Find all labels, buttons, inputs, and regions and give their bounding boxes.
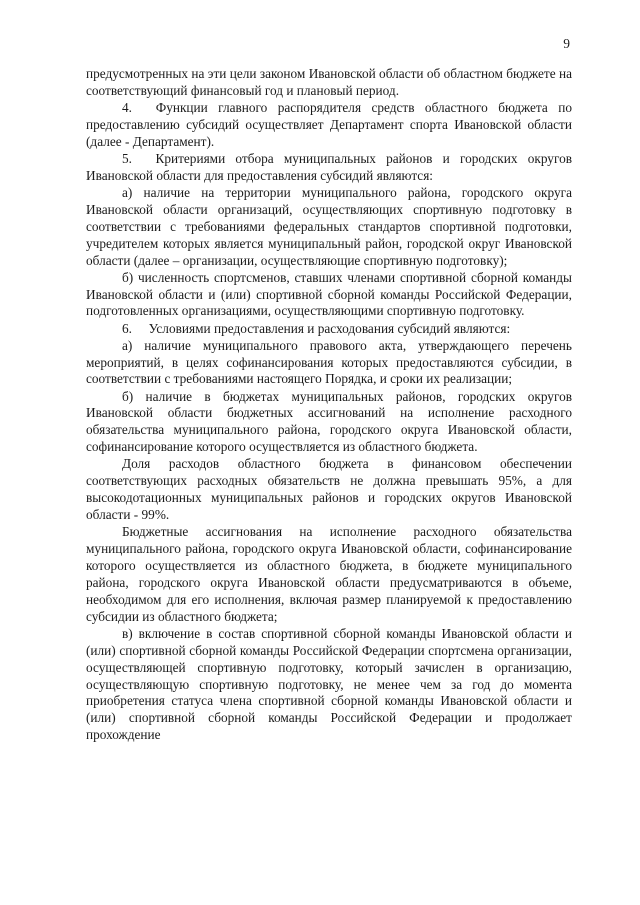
paragraph: в) включение в состав спортивной сборной команды Ивановской области и (или) спортивной сборной команды Российской Федерации спортсмена организации, осуществляющей спортивную подготовку, который зачислен в организацию, осуществляющую спортивную подготовку, не менее чем за год до момента приобретения статуса члена спортивной сборной команды Ивановской области и (или) спортивной сборной команды Российской Федерации и продолжает прохождение [86, 625, 572, 743]
paragraph: 6. Условиями предоставления и расходования субсидий являются: [122, 320, 511, 336]
paragraph: а) наличие муниципального правового акта, утверждающего перечень мероприятий, в целях софинансирования которых предоставляются субсидии, в соответствии с требованиями настоящего Порядка, и сроки их реализации; [86, 337, 572, 387]
paragraph: б) численность спортсменов, ставших членами спортивной сборной команды Ивановской области и (или) спортивной сборной команды Российской Федерации, подготовленных организациями, осуществляющими спортивную подготовку. [86, 269, 572, 319]
document-body [86, 66, 572, 744]
paragraph: Бюджетные ассигнования на исполнение расходного обязательства муниципального района, городского округа Ивановской области, софинансирование которого осуществляется из областного бюджета, в бюджете муниципального района, городского округа Ивановской области предусматриваются в объеме, необходимом для его исполнения, включая размер планируемой к предоставлению субсидии из областного бюджета; [86, 524, 572, 624]
paragraph: б) наличие в бюджетах муниципальных районов, городских округов Ивановской области бюджетных ассигнований на исполнение расходного обязательства муниципального района, городского округа Ивановской области, софинансирование которого осуществляется из областного бюджета. [86, 388, 572, 455]
paragraph: а) наличие на территории муниципального района, городского округа Ивановской области организаций, осуществляющих спортивную подготовку в соответствии с требованиями федеральных стандартов спортивной подготовки, учредителем которых является муниципальный район, городской округ Ивановской области (далее – организации, осуществляющие спортивную подготовку); [86, 184, 572, 268]
paragraph: предусмотренных на эти цели законом Ивановской области об областном бюджете на соответствующий финансовый год и плановый период. [86, 66, 572, 98]
paragraph: 5. Критериями отбора муниципальных районов и городских округов Ивановской области для предоставления субсидий являются: [86, 150, 572, 183]
page-number: 9 [563, 36, 570, 51]
paragraph: Доля расходов областного бюджета в финансовом обеспечении соответствующих расходных обязательств не должна превышать 95%, а для высокодотационных муниципальных районов и городских округов Ивановской области - 99%. [86, 456, 572, 523]
paragraph: 4. Функции главного распорядителя средств областного бюджета по предоставлению субсидий осуществляет Департамент спорта Ивановской области (далее - Департамент). [86, 100, 572, 149]
